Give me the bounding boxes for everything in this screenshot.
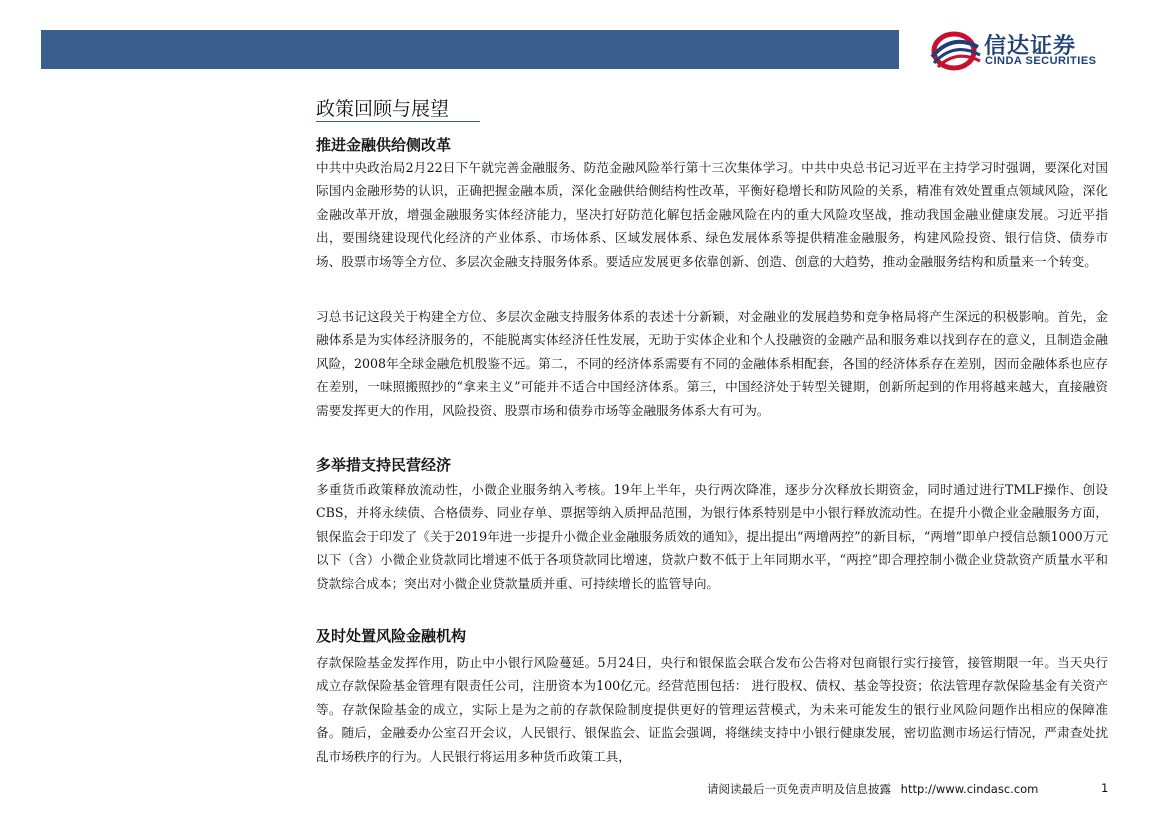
logo-chinese-name: 信达证券 bbox=[984, 34, 1077, 59]
paragraph-financial-reform-2: 习总书记这段关于构建全方位、多层次金融支持服务体系的表述十分新颖，对金融业的发展趋势和竞争格局将产生深远的积极影响。首先，金融体系是为实体经济服务的，不能脱离实体经济任性发展，无助于实体企业和个人投融资的金融产品和服务难以找到存在的意义，且制造金融风险，2008年全球金融危机殷鉴不远。第二，不同的经济体系需要有不同的金融体系相配套，各国的经济体系存在差别，因而金融体系也应存在差别，一味照搬照抄的“拿来主义”可能并不适合中国经济体系。第三，中国经济处于转型关键期，创新所起到的作用将越来越大，直接融资需要发挥更大的作用，风险投资、股票市场和债券市场等金融服务体系大有可为。 bbox=[316, 309, 1108, 418]
footer-disclaimer bbox=[707, 781, 1038, 797]
header-bar bbox=[41, 30, 899, 69]
paragraph-private-economy-1: 多重货币政策释放流动性，小微企业服务纳入考核。19年上半年，央行两次降准，逐步分次释放长期资金，同时通过进行TMLF操作、创设CBS，并将永续债、合格债券、同业存单、票据等纳入质押品范围，为银行体系特别是中小银行释放流动性。在提升小微企业金融服务方面，银保监会于印发了《关于2019年进一步提升小微企业金融服务质效的通知》，提出提出“两增两控”的新目标，“两增”即单户授信总额1000万元以下（含）小微企业贷款同比增速不低于各项贷款同比增速，贷款户数不低于上年同期水平，“两控”即合理控制小微企业贷款资产质量水平和贷款综合成本；突出对小微企业贷款量质并重、可持续增长的监管导向。 bbox=[316, 482, 1108, 591]
logo-english-name: CINDA SECURITIES bbox=[985, 55, 1097, 67]
paragraph-risk-institutions-1: 存款保险基金发挥作用，防止中小银行风险蔓延。5月24日，央行和银保监会联合发布公告将对包商银行实行接管，接管期限一年。当天央行成立存款保险基金管理有限责任公司，注册资本为100亿元。经营范围包括： 进行股权、债权、基金等投资；依法管理存款保险基金有关资产等。存款保险基金的成立，实际上是为之前的存款保险制度提供更好的管理运营模式，为未来可能发生的银行业风险问题作出相应的保障准备。随后，金融委办公室召开会议，人民银行、银保监会、证监会强调，将继续支持中小银行健康发展，密切监测市场运行情况，严肃查处扰乱市场秩序的行为。人民银行将运用多种货币政策工具， bbox=[316, 655, 1108, 764]
company-logo bbox=[930, 27, 1130, 73]
page-title: 政策回顾与展望 bbox=[316, 98, 450, 120]
section-heading-risk-institutions: 及时处置风险金融机构 bbox=[316, 627, 467, 645]
footer-disclaimer-text: 请阅读最后一页免责声明及信息披露 bbox=[707, 782, 891, 796]
paragraph-financial-reform-1: 中共中央政治局2月22日下午就完善金融服务、防范金融风险举行第十三次集体学习。中共中央总书记习近平在主持学习时强调，要深化对国际国内金融形势的认识，正确把握金融本质，深化金融供给侧结构性改革，平衡好稳增长和防风险的关系，精准有效处置重点领域风险，深化金融改革开放，增强金融服务实体经济能力，坚决打好防范化解包括金融风险在内的重大风险攻坚战，推动我国金融业健康发展。习近平指出，要围绕建设现代化经济的产业体系、市场体系、区域发展体系、绿色发展体系等提供精准金融服务，构建风险投资、银行信贷、债券市场、股票市场等全方位、多层次金融支持服务体系。要适应发展更多依靠创新、创造、创意的大趋势，推动金融服务结构和质量来一个转变。 bbox=[316, 160, 1108, 269]
section-heading-financial-reform: 推进金融供给侧改革 bbox=[316, 136, 452, 154]
title-underline bbox=[316, 121, 480, 122]
section-heading-private-economy: 多举措支持民营经济 bbox=[316, 456, 452, 474]
footer-url[interactable]: http://www.cindasc.com bbox=[900, 782, 1039, 796]
page-number: 1 bbox=[1101, 781, 1109, 795]
cinda-logo-icon bbox=[930, 27, 982, 73]
